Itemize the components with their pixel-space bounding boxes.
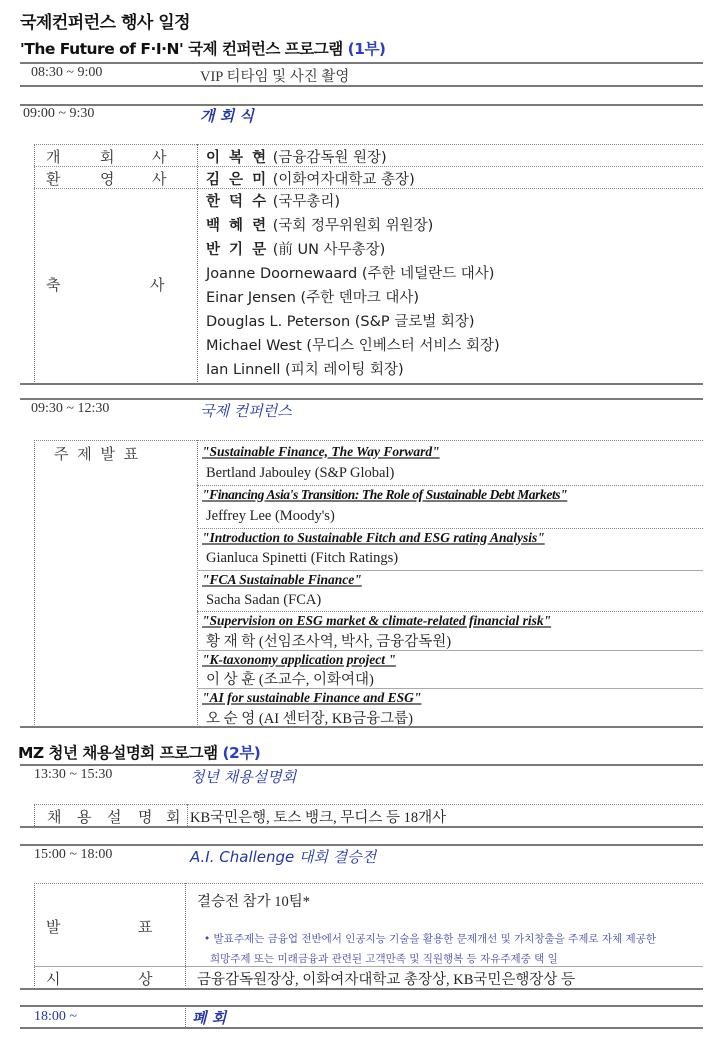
- vip-title: VIP 티타임 및 사진 촬영: [200, 69, 350, 85]
- talk-title: "Supervision on ESG market & climate-related financial risk": [202, 613, 552, 628]
- speaker-name: 백 혜 련: [206, 218, 269, 234]
- role-char: 채: [47, 808, 62, 826]
- opening-title: 개 회 식: [200, 107, 254, 125]
- role-char: 환: [46, 170, 61, 188]
- conference-time: 09:30 ~ 12:30: [31, 401, 110, 416]
- vip-time: 08:30 ~ 9:00: [31, 65, 103, 80]
- role-char: 개: [46, 148, 61, 166]
- list-item: [206, 238, 385, 259]
- speaker-affil: (국회 정무위원회 위원장): [272, 218, 434, 234]
- speaker-affil: (S&P 글로벌 회장): [354, 314, 475, 330]
- row-divider: [197, 528, 703, 529]
- divider: [20, 104, 703, 106]
- divider: [20, 398, 703, 400]
- present-note: 희망주제 또는 미래금융과 관련된 고객만족 및 직원행복 등 자유주제중 택 일: [210, 953, 558, 965]
- table-border: [34, 440, 35, 727]
- list-item: [206, 262, 494, 283]
- table-border: [34, 883, 35, 986]
- talk-speaker: Bertland Jabouley (S&P Global): [206, 465, 395, 481]
- divider: [20, 1027, 703, 1029]
- speaker-affil: (금융감독원 원장): [272, 150, 387, 166]
- speaker-affil: (국무총리): [272, 194, 341, 210]
- recruit-time: 13:30 ~ 15:30: [34, 767, 113, 782]
- role-char: 설: [107, 808, 122, 826]
- talk-speaker: 황 재 학 (선임조사역, 박사, 금융감독원): [206, 634, 452, 650]
- role-char: 사: [150, 276, 165, 294]
- talk-title: "K-taxonomy application project ": [202, 652, 396, 667]
- present-main: 결승전 참가 10팀*: [197, 894, 311, 910]
- table-border: [34, 883, 703, 884]
- table-border: [187, 804, 188, 826]
- recruit-detail: KB국민은행, 토스 뱅크, 무디스 등 18개사: [190, 810, 447, 826]
- divider: [20, 62, 703, 64]
- role-char: 표: [138, 918, 153, 936]
- role-char: 회: [166, 808, 181, 826]
- page-title: 국제컨퍼런스 행사 일정: [20, 13, 191, 33]
- speaker-affil: (주한 덴마크 대사): [300, 290, 420, 306]
- part2-heading: [18, 741, 260, 763]
- table-border: [34, 804, 35, 826]
- row-divider: [197, 650, 703, 651]
- talk-title: "Introduction to Sustainable Fitch and ESG rating Analysis": [202, 530, 545, 545]
- speaker-name: Douglas L. Peterson: [206, 314, 351, 330]
- talk-title: "Financing Asia's Transition: The Role of Sustainable Debt Markets": [202, 487, 568, 502]
- part2-title: MZ 청년 채용설명회 프로그램: [18, 744, 218, 762]
- talk-speaker: Gianluca Spinetti (Fitch Ratings): [206, 550, 399, 566]
- talk-title: "Sustainable Finance, The Way Forward": [202, 444, 440, 459]
- list-item: [206, 358, 404, 379]
- row-divider: [197, 688, 703, 689]
- role-char: 회: [100, 148, 115, 166]
- table-border: [34, 144, 703, 145]
- speaker-name: Michael West: [206, 338, 302, 354]
- list-item: [206, 286, 419, 307]
- role-char: 축: [46, 276, 61, 294]
- speaker-affil: (주한 네덜란드 대사): [361, 266, 495, 282]
- role-char: 영: [100, 170, 115, 188]
- list-item: [206, 214, 433, 235]
- challenge-title: A.I. Challenge 대회 결승전: [190, 848, 377, 866]
- role-char: 명: [138, 808, 153, 826]
- divider: [20, 85, 703, 87]
- speaker-affil: (이화여자대학교 총장): [272, 172, 415, 188]
- role-char: 용: [77, 808, 92, 826]
- divider: [20, 383, 703, 385]
- talk-speaker: 이 상 훈 (조교수, 이화여대): [206, 672, 374, 688]
- row-divider: [197, 611, 703, 612]
- talk-title: "AI for sustainable Finance and ESG": [202, 690, 422, 705]
- speaker-affil: (무디스 인베스터 서비스 회장): [306, 338, 500, 354]
- talk-speaker: Jeffrey Lee (Moody's): [206, 508, 335, 524]
- row-divider: [197, 485, 703, 486]
- speaker-name: Ian Linnell: [206, 362, 281, 378]
- closing-title: 폐 회: [192, 1009, 227, 1027]
- speaker-name: 이 복 현: [206, 150, 269, 166]
- row-divider: [197, 570, 703, 571]
- row-divider: [34, 966, 703, 967]
- table-border: [185, 1006, 186, 1027]
- opening-time: 09:00 ~ 9:30: [23, 106, 95, 121]
- list-item: [206, 190, 340, 211]
- part1-title: 'The Future of F·I·N' 국제 컨퍼런스 프로그램: [20, 40, 343, 58]
- speaker-name: 반 기 문: [206, 242, 269, 258]
- part2-badge: (2부): [222, 744, 261, 762]
- role-char: 사: [152, 170, 167, 188]
- present-note: • 발표주제는 금융업 전반에서 인공지능 기술을 활용한 문제개선 및 가치창출을 주제로 자체 제공한: [204, 933, 656, 945]
- table-border: [197, 144, 198, 384]
- talk-speaker: 오 순 영 (AI 센터장, KB금융그룹): [206, 711, 413, 727]
- table-border: [34, 144, 35, 384]
- divider: [20, 764, 703, 766]
- role-label: 주 제 발 표: [54, 445, 141, 463]
- speaker-name: Einar Jensen: [206, 290, 296, 306]
- divider: [20, 1005, 703, 1007]
- speaker-affil: (피치 레이팅 회장): [285, 362, 404, 378]
- divider: [20, 726, 703, 728]
- award-detail: 금융감독원장상, 이화여자대학교 총장상, KB국민은행장상 등: [197, 972, 576, 988]
- speaker-name: Joanne Doornewaard: [206, 266, 358, 282]
- speaker-name: 김 은 미: [206, 172, 269, 188]
- list-item: [206, 310, 475, 331]
- part1-heading: [20, 37, 386, 59]
- conference-title: 국제 컨퍼런스: [200, 402, 292, 420]
- part1-badge: (1부): [347, 40, 386, 58]
- role-char: 발: [46, 918, 61, 936]
- list-item: [206, 334, 500, 355]
- speaker-name: 한 덕 수: [206, 194, 269, 210]
- talk-speaker: Sacha Sadan (FCA): [206, 592, 322, 608]
- divider: [20, 826, 703, 828]
- closing-time: 18:00 ~: [34, 1009, 77, 1024]
- role-char: 사: [152, 148, 167, 166]
- speaker-affil: (前 UN 사무총장): [272, 242, 386, 258]
- talk-title: "FCA Sustainable Finance": [202, 572, 362, 587]
- challenge-time: 15:00 ~ 18:00: [34, 847, 113, 862]
- table-border: [34, 440, 703, 441]
- recruit-title: 청년 채용설명회: [190, 768, 297, 786]
- role-char: 상: [138, 970, 153, 988]
- table-border: [185, 883, 186, 986]
- divider: [20, 988, 703, 990]
- role-char: 시: [46, 970, 61, 988]
- table-border: [197, 440, 198, 727]
- table-border: [34, 804, 703, 805]
